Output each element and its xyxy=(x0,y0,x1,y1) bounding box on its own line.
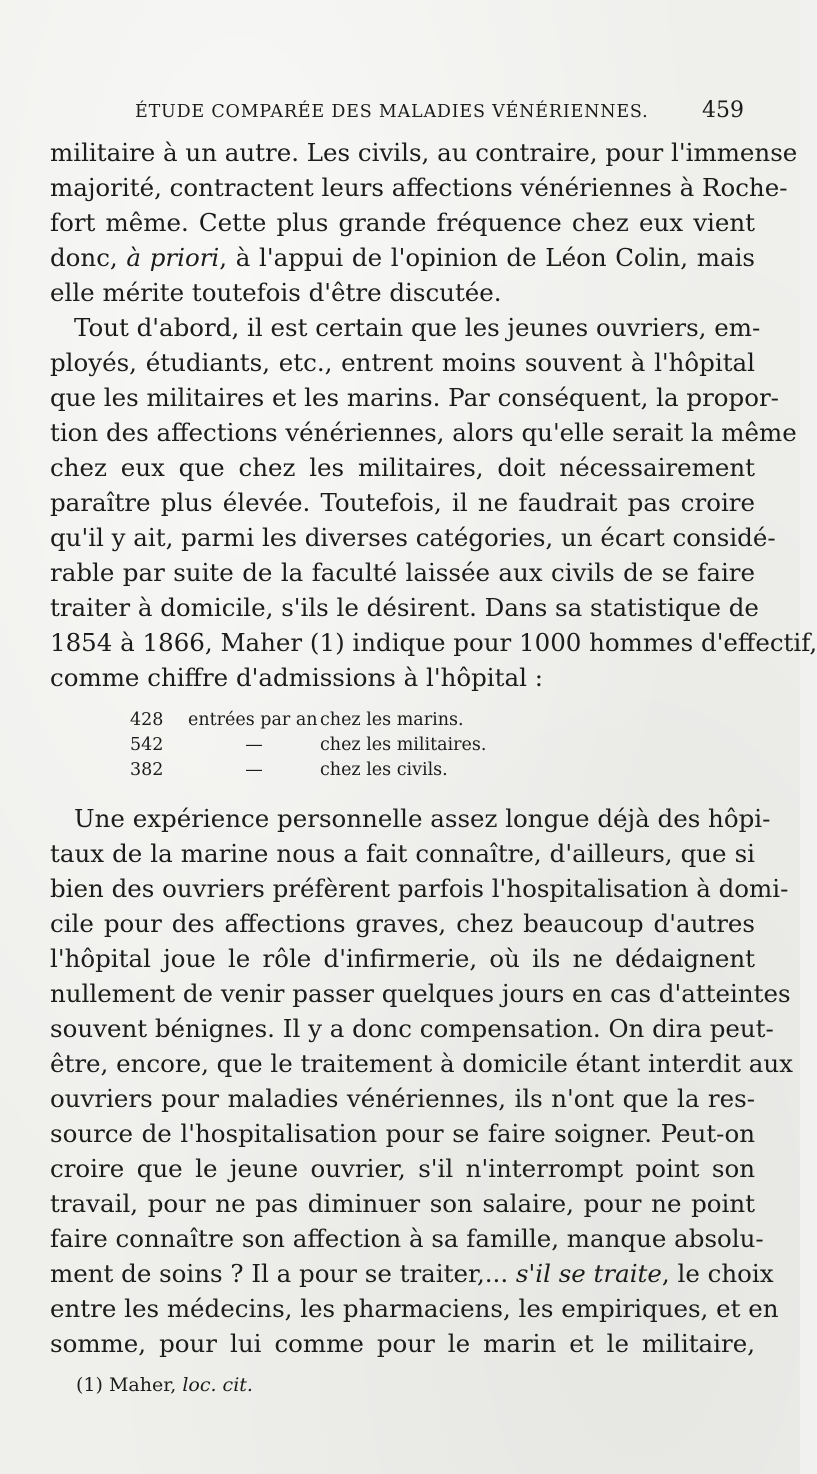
footnote-citation: loc. cit. xyxy=(182,1374,253,1396)
text-line: faire connaître son affection à sa famille, manque absolu- xyxy=(50,1224,764,1253)
text-line: tion des affections vénériennes, alors qu'elle serait la même xyxy=(50,418,797,447)
text-line: 1854 à 1866, Maher (1) indique pour 1000 hommes d'effectif, xyxy=(50,628,817,657)
text-line: traiter à domicile, s'ils le désirent. Dans sa statistique de xyxy=(50,593,759,622)
text-line: que les militaires et les marins. Par conséquent, la propor- xyxy=(50,383,779,412)
text-line xyxy=(50,1258,774,1290)
text-line xyxy=(50,242,755,274)
text-line: fort même. Cette plus grande fréquence chez eux vient xyxy=(50,208,755,237)
text-line: être, encore, que le traitement à domicile étant interdit aux xyxy=(50,1049,793,1078)
running-head: ÉTUDE COMPARÉE DES MALADIES VÉNÉRIENNES. xyxy=(135,102,649,122)
admissions-group: chez les civils. xyxy=(320,760,448,780)
ditto-dash: — xyxy=(245,735,263,755)
footnote xyxy=(76,1372,253,1398)
admissions-count: 428 xyxy=(130,710,164,730)
text-line: militaire à un autre. Les civils, au contraire, pour l'immense xyxy=(50,138,798,167)
text-line: l'hôpital joue le rôle d'infirmerie, où ils ne dédaignent xyxy=(50,944,755,973)
text-line: Une expérience personnelle assez longue déjà des hôpi- xyxy=(74,804,771,833)
text-run: , à l'appui de l'opinion de Léon Colin, mais xyxy=(219,243,755,272)
text-run: , le choix xyxy=(661,1259,774,1288)
text-line: somme, pour lui comme pour le marin et le militaire, xyxy=(50,1329,755,1358)
text-line: nullement de venir passer quelques jours en cas d'atteintes xyxy=(50,979,791,1008)
footnote-text: Maher, xyxy=(108,1374,183,1396)
text-line: paraître plus élevée. Toutefois, il ne faudrait pas croire xyxy=(50,488,755,517)
text-line: taux de la marine nous a fait connaître, d'ailleurs, que si xyxy=(50,839,755,868)
italic-text: s'il se traite xyxy=(515,1259,662,1288)
text-line: chez eux que chez les militaires, doit nécessairement xyxy=(50,453,755,482)
admissions-group: chez les marins. xyxy=(320,710,464,730)
text-line: entre les médecins, les pharmaciens, les empiriques, et en xyxy=(50,1294,779,1323)
table-row xyxy=(0,733,800,757)
text-line: comme chiffre d'admissions à l'hôpital : xyxy=(50,663,543,692)
admissions-unit: entrées par an xyxy=(188,710,318,730)
text-run: donc, xyxy=(50,243,127,272)
admissions-count: 382 xyxy=(130,760,164,780)
table-row xyxy=(0,758,800,782)
text-line: croire que le jeune ouvrier, s'il n'interrompt point son xyxy=(50,1154,755,1183)
italic-text: à priori xyxy=(126,243,220,272)
text-line: Tout d'abord, il est certain que les jeunes ouvriers, em- xyxy=(74,313,761,342)
text-line: majorité, contractent leurs affections vénériennes à Roche- xyxy=(50,173,788,202)
text-line: ouvriers pour maladies vénériennes, ils n'ont que la res- xyxy=(50,1084,755,1113)
text-line: source de l'hospitalisation pour se faire soigner. Peut-on xyxy=(50,1119,755,1148)
text-run: ment de soins ? Il a pour se traiter,... xyxy=(50,1259,516,1288)
text-line: bien des ouvriers préfèrent parfois l'hospitalisation à domi- xyxy=(50,874,789,903)
text-line: souvent bénignes. Il y a donc compensation. On dira peut- xyxy=(50,1014,774,1043)
footnote-marker: (1) xyxy=(76,1374,103,1396)
table-row xyxy=(0,708,800,732)
text-line: ployés, étudiants, etc., entrent moins souvent à l'hôpital xyxy=(50,348,755,377)
text-line: rable par suite de la faculté laissée aux civils de se faire xyxy=(50,558,755,587)
admissions-group: chez les militaires. xyxy=(320,735,487,755)
text-line: elle mérite toutefois d'être discutée. xyxy=(50,278,502,307)
page-number: 459 xyxy=(702,98,744,123)
text-line: travail, pour ne pas diminuer son salaire, pour ne point xyxy=(50,1189,755,1218)
ditto-dash: — xyxy=(245,760,263,780)
text-line: qu'il y ait, parmi les diverses catégories, un écart considé- xyxy=(50,523,776,552)
text-line: cile pour des affections graves, chez beaucoup d'autres xyxy=(50,909,755,938)
page-header xyxy=(0,96,800,132)
admissions-count: 542 xyxy=(130,735,164,755)
